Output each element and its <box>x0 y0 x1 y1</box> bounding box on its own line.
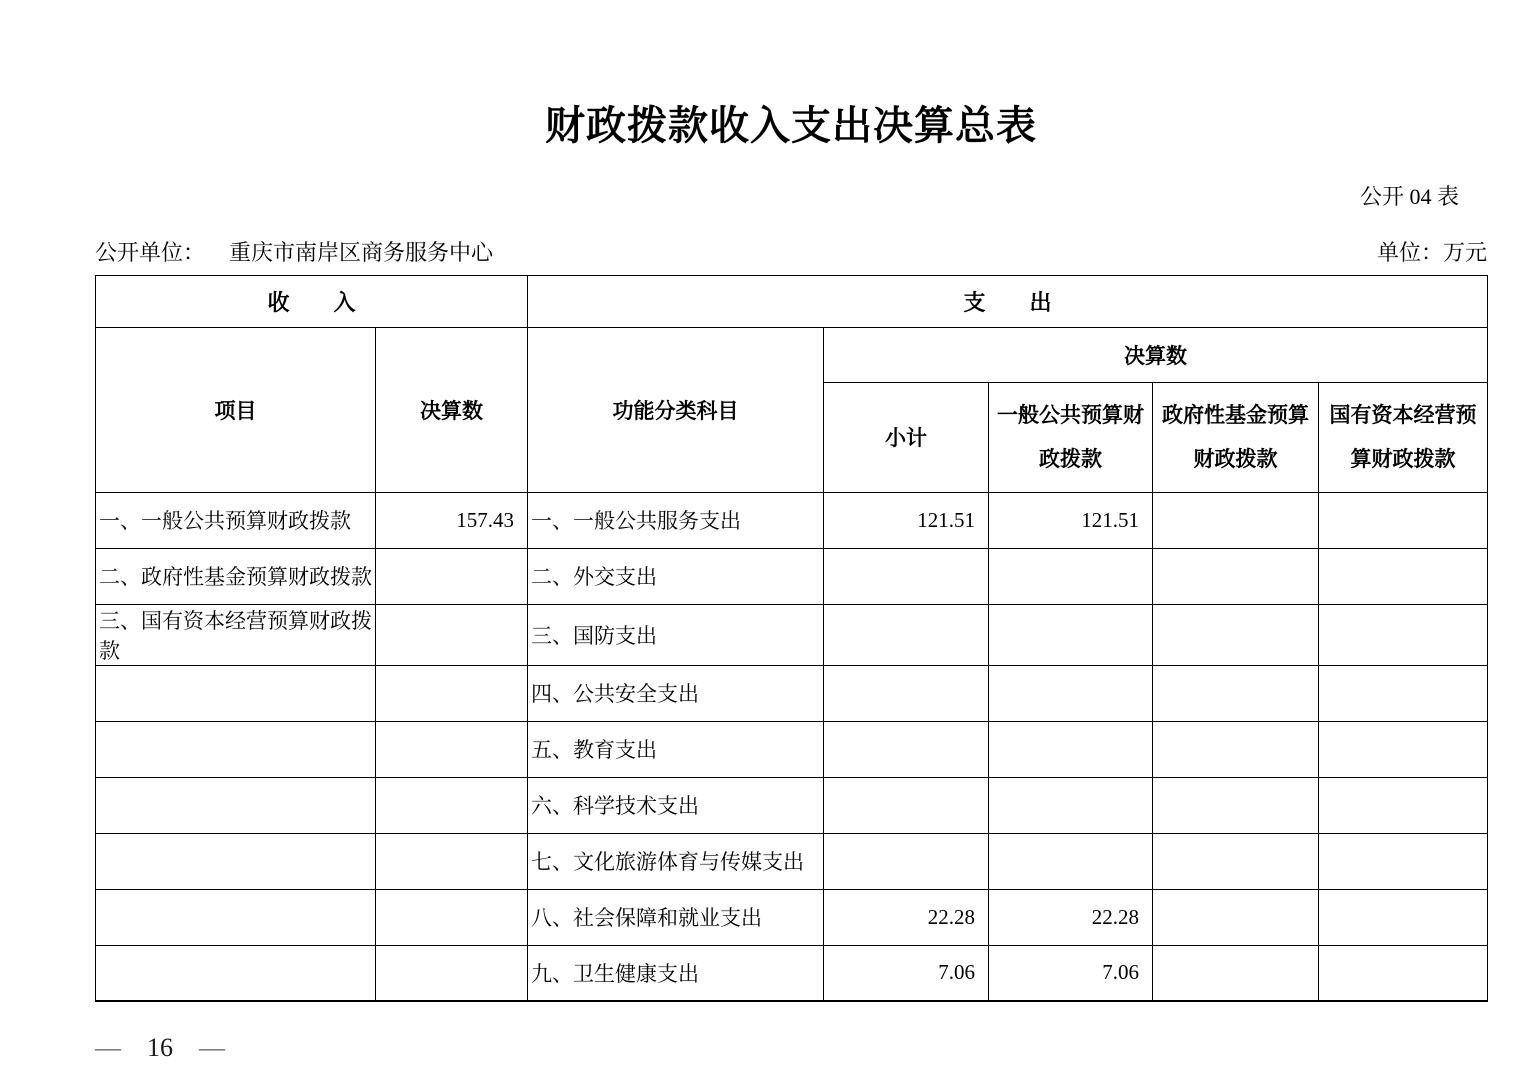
general-budget-cell <box>989 548 1153 604</box>
gov-fund-cell <box>1153 604 1319 665</box>
general-budget-cell <box>989 777 1153 833</box>
general-budget-cell <box>989 665 1153 721</box>
state-capital-cell <box>1319 833 1488 889</box>
item-column-header: 项目 <box>96 327 376 492</box>
expense-subtotal-cell <box>824 548 989 604</box>
state-capital-cell <box>1319 604 1488 665</box>
expense-item-cell: 五、教育支出 <box>528 721 824 777</box>
state-capital-cell <box>1319 721 1488 777</box>
general-budget-column-header: 一般公共预算财政拨款 <box>989 382 1153 492</box>
table-row <box>96 548 1488 604</box>
state-capital-cell <box>1319 492 1488 548</box>
publisher-line <box>95 240 493 265</box>
page-number-footer <box>95 1033 1487 1063</box>
expense-item-cell: 三、国防支出 <box>528 604 824 665</box>
unit-note: 单位：万元 <box>1376 240 1487 266</box>
expense-subtotal-cell <box>824 604 989 665</box>
gov-fund-column-header: 政府性基金预算财政拨款 <box>1153 382 1319 492</box>
income-amount-column-header: 决算数 <box>376 327 528 492</box>
table-row <box>96 492 1488 548</box>
footer-left-dash: — <box>95 1033 121 1063</box>
table-row <box>96 604 1488 665</box>
income-item-cell <box>96 833 376 889</box>
gov-fund-cell <box>1153 665 1319 721</box>
table-body <box>96 492 1488 1001</box>
form-number-label: 公开 04 表 <box>1359 184 1459 209</box>
expense-item-cell: 四、公共安全支出 <box>528 665 824 721</box>
state-capital-cell <box>1319 665 1488 721</box>
income-item-cell <box>96 945 376 1001</box>
state-capital-cell <box>1319 777 1488 833</box>
unit-info-row <box>95 240 1487 265</box>
income-item-cell <box>96 889 376 945</box>
table-row <box>96 833 1488 889</box>
expense-subtotal-cell <box>824 665 989 721</box>
income-value-cell <box>376 945 528 1001</box>
document-content <box>95 0 1487 1063</box>
table-row <box>96 721 1488 777</box>
income-value-cell <box>376 665 528 721</box>
income-item-cell: 一、一般公共预算财政拨款 <box>96 492 376 548</box>
income-item-cell <box>96 721 376 777</box>
expense-subtotal-cell <box>824 833 989 889</box>
function-column-header: 功能分类科目 <box>528 327 824 492</box>
income-value-cell <box>376 833 528 889</box>
income-value-cell <box>376 721 528 777</box>
expense-item-cell: 七、文化旅游体育与传媒支出 <box>528 833 824 889</box>
gov-fund-cell <box>1153 777 1319 833</box>
publisher-name: 重庆市南岸区商务服务中心 <box>229 240 494 266</box>
expense-item-cell: 八、社会保障和就业支出 <box>528 889 824 945</box>
income-value-cell: 157.43 <box>376 492 528 548</box>
expense-subtotal-cell <box>824 777 989 833</box>
gov-fund-cell <box>1153 548 1319 604</box>
general-budget-cell <box>989 721 1153 777</box>
state-capital-cell <box>1319 945 1488 1001</box>
state-capital-cell <box>1319 548 1488 604</box>
gov-fund-cell <box>1153 721 1319 777</box>
state-capital-column-header: 国有资本经营预算财政拨款 <box>1319 382 1488 492</box>
general-budget-cell: 22.28 <box>989 889 1153 945</box>
income-value-cell <box>376 604 528 665</box>
expense-subtotal-cell: 121.51 <box>824 492 989 548</box>
expense-item-cell: 二、外交支出 <box>528 548 824 604</box>
gov-fund-cell <box>1153 945 1319 1001</box>
income-section-header: 收 入 <box>96 275 528 327</box>
section-header-row <box>96 275 1488 327</box>
gov-fund-cell <box>1153 833 1319 889</box>
general-budget-cell <box>989 833 1153 889</box>
fiscal-summary-table <box>95 275 1488 1003</box>
expense-subtotal-cell: 22.28 <box>824 889 989 945</box>
income-item-cell: 三、国有资本经营预算财政拨款 <box>96 604 376 665</box>
table-row <box>96 889 1488 945</box>
general-budget-cell <box>989 604 1153 665</box>
income-item-cell <box>96 777 376 833</box>
table-row <box>96 777 1488 833</box>
gov-fund-cell <box>1153 492 1319 548</box>
expense-section-header: 支 出 <box>528 275 1488 327</box>
expense-item-cell: 六、科学技术支出 <box>528 777 824 833</box>
table-row <box>96 665 1488 721</box>
general-budget-cell: 121.51 <box>989 492 1153 548</box>
publisher-label: 公开单位： <box>95 240 206 266</box>
column-header-row-1 <box>96 327 1488 382</box>
income-value-cell <box>376 889 528 945</box>
expense-subtotal-cell: 7.06 <box>824 945 989 1001</box>
gov-fund-cell <box>1153 889 1319 945</box>
expense-item-cell: 一、一般公共服务支出 <box>528 492 824 548</box>
expense-amount-group-header: 决算数 <box>824 327 1488 382</box>
income-value-cell <box>376 777 528 833</box>
table-row <box>96 945 1488 1001</box>
page-number: 16 <box>147 1033 173 1063</box>
document-title: 财政拨款收入支出决算总表 <box>545 103 1037 148</box>
general-budget-cell: 7.06 <box>989 945 1153 1001</box>
expense-subtotal-cell <box>824 721 989 777</box>
income-item-cell: 二、政府性基金预算财政拨款 <box>96 548 376 604</box>
footer-right-dash: — <box>199 1033 225 1063</box>
income-value-cell <box>376 548 528 604</box>
income-item-cell <box>96 665 376 721</box>
expense-item-cell: 九、卫生健康支出 <box>528 945 824 1001</box>
state-capital-cell <box>1319 889 1488 945</box>
subtotal-column-header: 小计 <box>824 382 989 492</box>
